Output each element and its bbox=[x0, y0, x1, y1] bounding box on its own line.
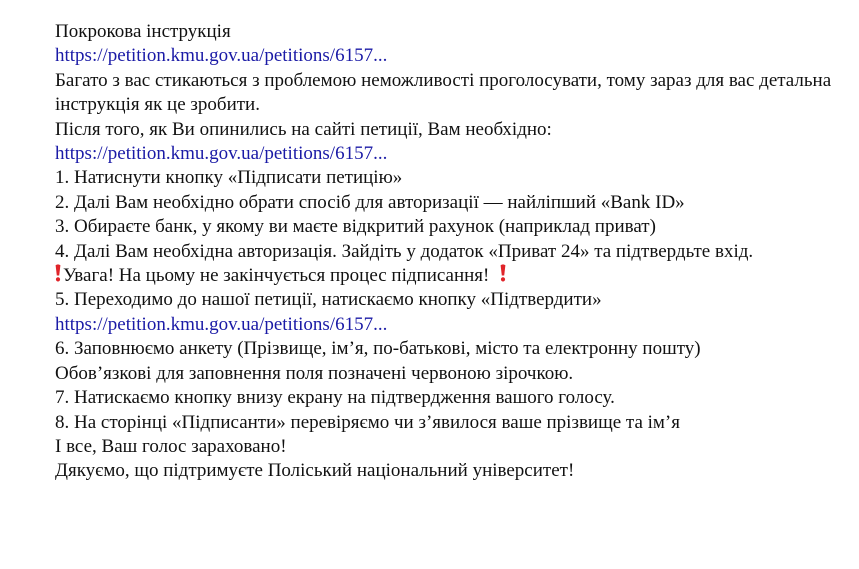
thanks-text: Дякуємо, що підтримуєте Поліський національний університет! bbox=[55, 460, 575, 482]
step-8: 8. На сторінці «Підписанти» перевіряємо чи з’явилося ваше прізвище та ім’я bbox=[55, 411, 680, 433]
exclamation-icon bbox=[500, 264, 506, 282]
step-5: 5. Переходимо до нашої петиції, натискаємо кнопку «Підтвердити» bbox=[55, 289, 602, 311]
step-3: 3. Обираєте банк, у якому ви маєте відкритий рахунок (наприклад приват) bbox=[55, 216, 656, 238]
petition-link-1[interactable]: https://petition.kmu.gov.ua/petitions/6157... bbox=[55, 45, 388, 67]
vote-counted-text: І все, Ваш голос зараховано! bbox=[55, 435, 287, 457]
warning-text: Увага! На цьому не закінчується процес підписання! bbox=[63, 265, 490, 287]
exclamation-icon bbox=[55, 264, 61, 282]
required-fields-note: Обов’язкові для заповнення поля позначені червоною зірочкою. bbox=[55, 362, 574, 384]
step-1: 1. Натиснути кнопку «Підписати петицію» bbox=[55, 167, 403, 189]
step-7: 7. Натискаємо кнопку внизу екрану на підтвердження вашого голосу. bbox=[55, 387, 615, 409]
petition-link-2[interactable]: https://petition.kmu.gov.ua/petitions/6157... bbox=[55, 143, 388, 165]
document-title: Покрокова інструкція bbox=[55, 21, 231, 42]
step-2: 2. Далі Вам необхідно обрати спосіб для авторизації — найліпший «Bank ID» bbox=[55, 191, 685, 213]
intro-text: Багато з вас стикаються з проблемою неможливості проголосувати, тому зараз для вас детальна інструкція як це зробити. bbox=[55, 69, 832, 116]
step-6: 6. Заповнюємо анкету (Прізвище, ім’я, по-батькові, місто та електронну пошту) bbox=[55, 338, 701, 360]
warning-line bbox=[55, 264, 835, 288]
instruction-document bbox=[55, 20, 835, 484]
after-site-text: Після того, як Ви опинились на сайті петиції, Вам необхідно: bbox=[55, 118, 552, 140]
step-4: 4. Далі Вам необхідна авторизація. Зайдіть у додаток «Приват 24» та підтвердьте вхід. bbox=[55, 240, 754, 262]
petition-link-3[interactable]: https://petition.kmu.gov.ua/petitions/6157... bbox=[55, 313, 388, 335]
